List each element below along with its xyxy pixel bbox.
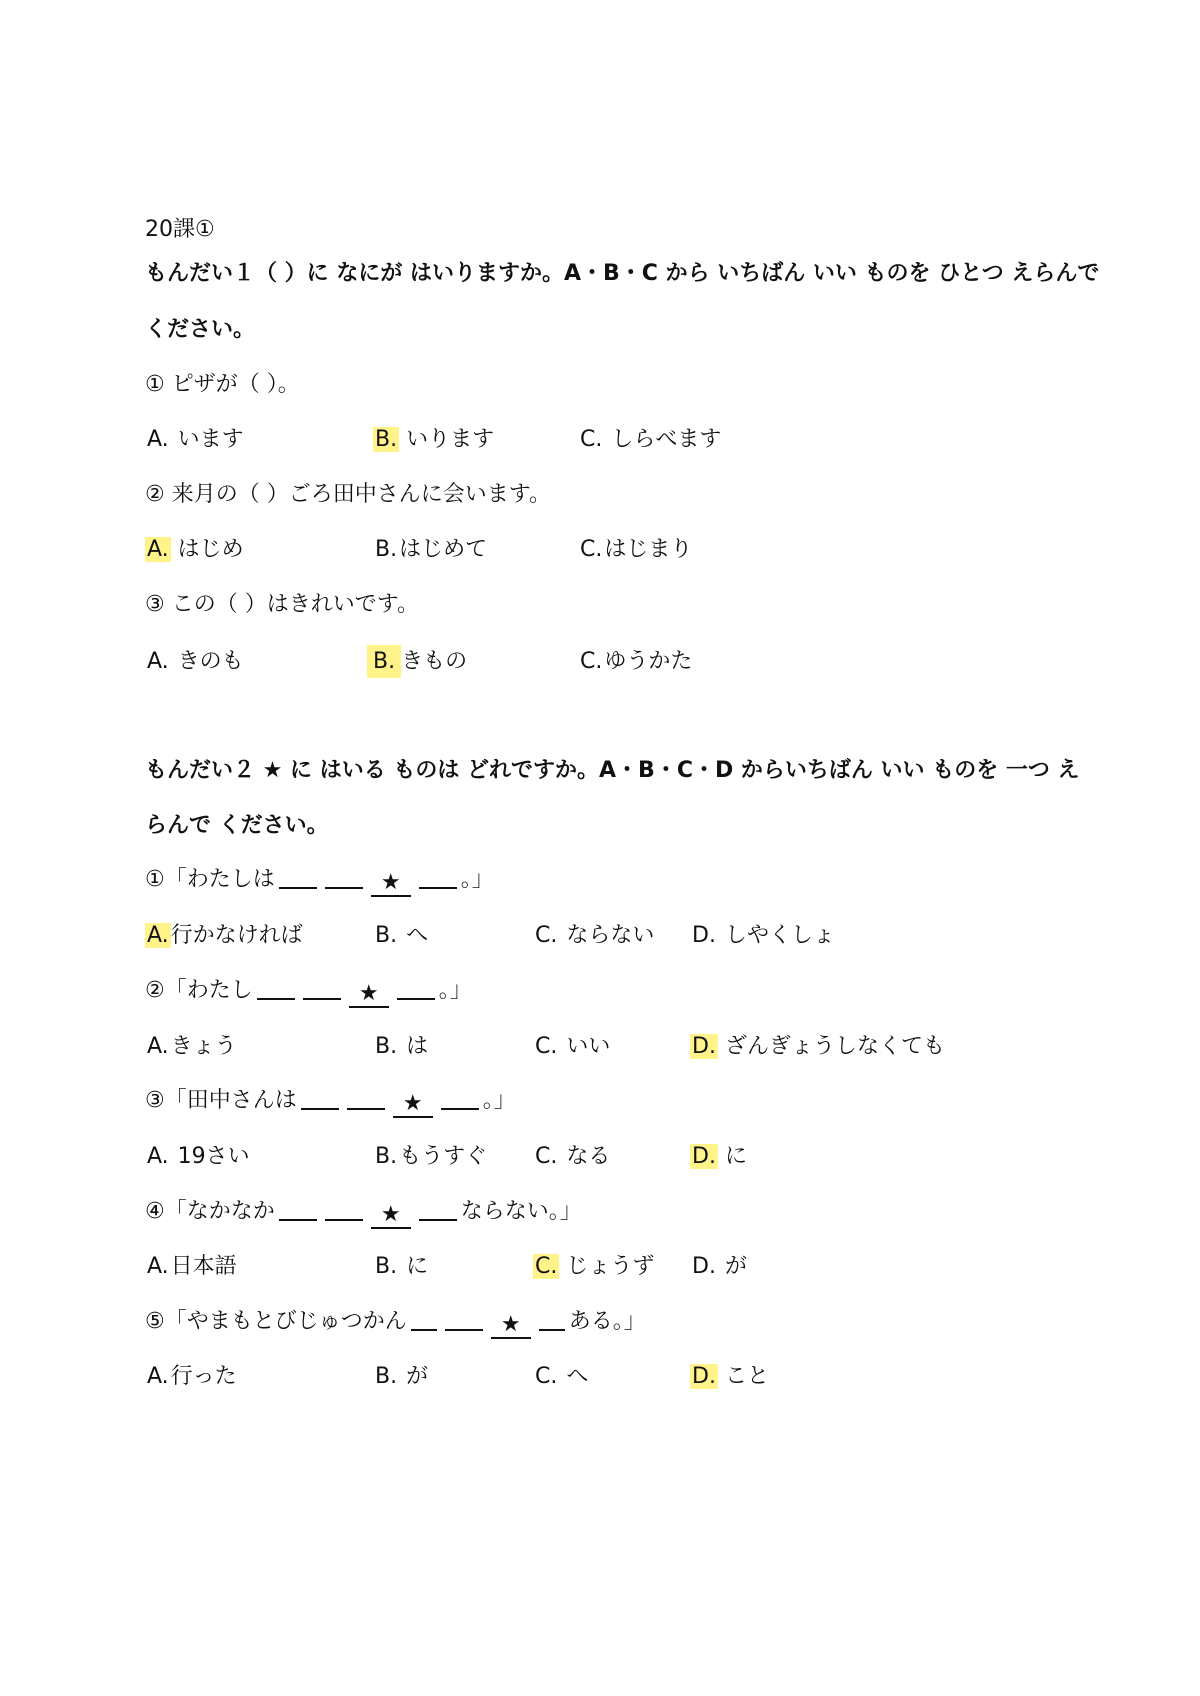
option-letter: C. <box>580 537 603 562</box>
answer-blank <box>347 1086 385 1110</box>
option-letter-highlighted: D. <box>692 1364 716 1389</box>
option-text: ざんぎょうしなくても <box>724 1034 945 1059</box>
question-number: ③ <box>145 1088 165 1113</box>
question-suffix: 。」 <box>438 978 472 1003</box>
option-letter-highlighted: A. <box>147 537 169 562</box>
question-text: この（ ）はきれいです。 <box>171 592 419 617</box>
s2-q1-option-c <box>533 920 654 952</box>
option-text: が <box>724 1254 747 1279</box>
question-text: ピザが（ ）。 <box>171 372 300 397</box>
option-text: いい <box>566 1034 611 1059</box>
option-letter: C. <box>580 427 603 452</box>
s2-q3-option-d <box>690 1141 747 1173</box>
option-text: 19さい <box>177 1144 250 1169</box>
question-suffix: 。」 <box>460 867 494 892</box>
answer-blank <box>419 1197 457 1221</box>
s1-q2-option-b <box>373 534 487 566</box>
question-prefix: 「わたし <box>164 978 253 1003</box>
option-text: に <box>406 1254 429 1279</box>
s2-q5-option-d <box>690 1361 769 1393</box>
s1-question-1 <box>145 369 300 401</box>
option-text: じょうず <box>566 1254 655 1279</box>
answer-blank <box>411 1307 437 1331</box>
s2-question-2 <box>145 975 472 1007</box>
s1-q3-option-a <box>145 646 244 678</box>
s2-q2-option-c <box>533 1031 610 1063</box>
section1-instruction-line1: もんだい１（ ）に なにが はいりますか。A・B・C から いちばん いい ものを ひとつ えらんで <box>145 261 1100 286</box>
option-text: しらべます <box>611 427 722 452</box>
s2-q4-option-d <box>690 1251 747 1283</box>
s1-q3-option-c <box>578 646 692 678</box>
section2-instruction-line1: もんだい２ ★ に はいる ものは どれですか。A・B・C・D からいちばん いい ものを 一つ え <box>145 758 1080 783</box>
s1-q2-option-a <box>145 534 244 566</box>
question-prefix: 「わたしは <box>164 867 275 892</box>
s1-q1-option-a <box>145 424 244 456</box>
answer-blank <box>539 1307 565 1331</box>
option-text: へ <box>406 923 429 948</box>
star-blank: ★ <box>393 1092 433 1118</box>
option-text: に <box>724 1144 747 1169</box>
option-letter: A. <box>147 649 169 674</box>
s2-question-1 <box>145 864 494 896</box>
option-letter: C. <box>580 649 603 674</box>
option-letter-highlighted: C. <box>535 1254 558 1279</box>
question-text: 来月の（ ）ごろ田中さんに会います。 <box>171 482 551 507</box>
s1-question-2 <box>145 479 551 511</box>
answer-blank <box>257 976 295 1000</box>
question-suffix: ある。」 <box>568 1309 646 1334</box>
option-letter: A. <box>147 1254 169 1279</box>
option-text: 行った <box>170 1364 237 1389</box>
question-suffix: ならない。」 <box>460 1199 582 1224</box>
option-text: いります <box>406 427 495 452</box>
s1-q1-option-b <box>373 424 494 456</box>
option-letter-highlighted: B. <box>367 645 401 678</box>
lesson-title: 20課① <box>145 217 215 242</box>
s2-q1-option-b <box>373 920 428 952</box>
s1-q3-option-b <box>367 646 467 678</box>
option-text: います <box>177 427 244 452</box>
option-letter: B. <box>375 537 398 562</box>
option-letter: C. <box>535 923 558 948</box>
option-text: きもの <box>401 649 468 674</box>
s2-q3-option-c <box>533 1141 610 1173</box>
answer-blank <box>301 1086 339 1110</box>
s2-q4-option-a <box>145 1251 237 1283</box>
option-letter: A. <box>147 1144 169 1169</box>
answer-blank <box>303 976 341 1000</box>
star-blank: ★ <box>371 1203 411 1229</box>
option-letter: D. <box>692 923 716 948</box>
option-text: 日本語 <box>170 1254 237 1279</box>
s2-q1-option-a <box>145 920 303 952</box>
option-text: なる <box>566 1144 611 1169</box>
s1-q1-option-c <box>578 424 721 456</box>
answer-blank <box>419 865 457 889</box>
s2-q5-option-c <box>533 1361 588 1393</box>
answer-blank <box>397 976 435 1000</box>
option-letter-highlighted: D. <box>692 1034 716 1059</box>
s2-q1-option-d <box>690 920 835 952</box>
section1-instruction-line2: ください。 <box>145 317 256 342</box>
option-text: は <box>406 1034 429 1059</box>
star-blank: ★ <box>491 1313 531 1339</box>
option-text: が <box>406 1364 429 1389</box>
s2-q2-option-d <box>690 1031 945 1063</box>
s2-question-5 <box>145 1306 646 1338</box>
question-prefix: 「なかなか <box>164 1199 275 1224</box>
option-letter: A. <box>147 1034 169 1059</box>
option-letter: A. <box>147 427 169 452</box>
s1-question-3 <box>145 589 419 621</box>
option-letter: D. <box>692 1254 716 1279</box>
question-number: ④ <box>145 1199 165 1224</box>
option-text: へ <box>566 1364 589 1389</box>
question-prefix: 「田中さんは <box>164 1088 297 1113</box>
option-text: はじめ <box>177 537 244 562</box>
option-letter: B. <box>375 1144 398 1169</box>
s2-q4-option-b <box>373 1251 428 1283</box>
star-blank: ★ <box>371 871 411 897</box>
s1-q2-option-c <box>578 534 692 566</box>
option-letter-highlighted: D. <box>692 1144 716 1169</box>
s2-question-4 <box>145 1196 582 1228</box>
option-text: ならない <box>566 923 655 948</box>
s2-q4-option-c <box>533 1251 654 1283</box>
option-text: きのも <box>177 649 244 674</box>
question-suffix: 。」 <box>482 1088 516 1113</box>
option-text: きょう <box>170 1034 237 1059</box>
answer-blank <box>445 1307 483 1331</box>
option-letter-highlighted: B. <box>375 427 398 452</box>
answer-blank <box>325 865 363 889</box>
option-text: はじまり <box>604 537 693 562</box>
s2-q3-option-a <box>145 1141 250 1173</box>
question-number: ② <box>145 978 165 1003</box>
answer-blank <box>325 1197 363 1221</box>
s2-question-3 <box>145 1085 516 1117</box>
option-letter: A. <box>147 1364 169 1389</box>
star-blank: ★ <box>349 982 389 1008</box>
answer-blank <box>279 1197 317 1221</box>
s2-q2-option-b <box>373 1031 428 1063</box>
option-letter: C. <box>535 1364 558 1389</box>
answer-blank <box>279 865 317 889</box>
question-number: ① <box>145 372 165 397</box>
s2-q3-option-b <box>373 1141 487 1173</box>
option-text: しやくしょ <box>724 923 835 948</box>
option-letter-highlighted: A. <box>147 923 169 948</box>
question-number: ③ <box>145 592 165 617</box>
option-letter: B. <box>375 923 398 948</box>
question-number: ① <box>145 867 165 892</box>
option-text: はじめて <box>399 537 488 562</box>
option-letter: C. <box>535 1034 558 1059</box>
answer-blank <box>441 1086 479 1110</box>
option-letter: B. <box>375 1034 398 1059</box>
question-number: ② <box>145 482 165 507</box>
option-text: ゆうかた <box>604 649 693 674</box>
option-text: こと <box>724 1364 769 1389</box>
option-text: 行かなければ <box>170 923 303 948</box>
option-letter: B. <box>375 1254 398 1279</box>
option-text: もうすぐ <box>399 1144 488 1169</box>
option-letter: C. <box>535 1144 558 1169</box>
s2-q5-option-a <box>145 1361 237 1393</box>
section2-instruction-line2: らんで ください。 <box>145 813 329 838</box>
question-number: ⑤ <box>145 1309 165 1334</box>
s2-q2-option-a <box>145 1031 237 1063</box>
option-letter: B. <box>375 1364 398 1389</box>
question-prefix: 「やまもとびじゅつかん <box>164 1309 407 1334</box>
s2-q5-option-b <box>373 1361 428 1393</box>
